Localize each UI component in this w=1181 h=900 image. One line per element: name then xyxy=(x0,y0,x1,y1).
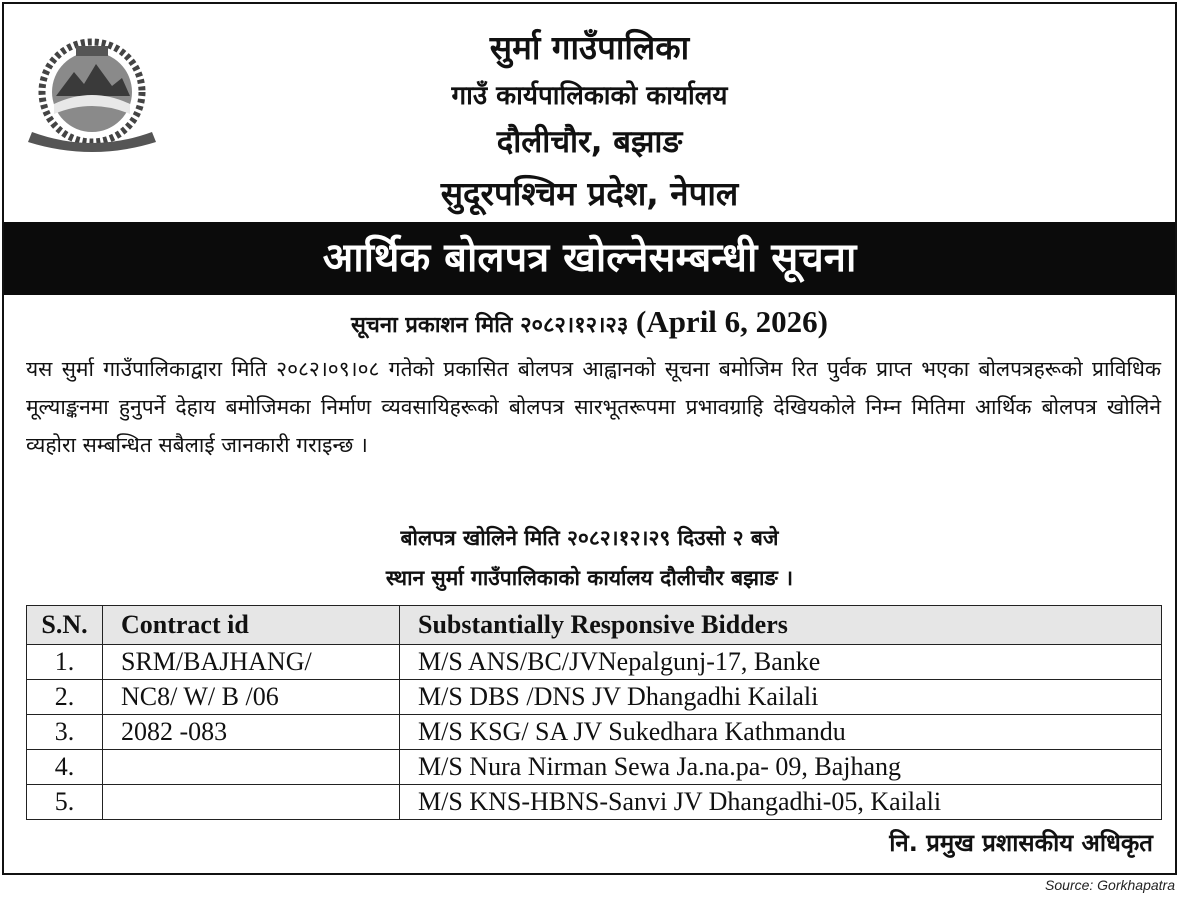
table-row xyxy=(27,680,1162,715)
row-sn: 5. xyxy=(27,785,103,820)
publication-date xyxy=(4,304,1175,340)
table-header-row xyxy=(27,606,1162,645)
row-bidder: M/S ANS/BC/JVNepalgunj-17, Banke xyxy=(400,645,1162,680)
row-sn: 1. xyxy=(27,645,103,680)
publication-date-english: (April 6, 2026) xyxy=(635,304,828,339)
table-row xyxy=(27,645,1162,680)
source-credit: Source: Gorkhapatra xyxy=(1045,877,1175,893)
row-sn: 4. xyxy=(27,750,103,785)
opening-date-line: बोलपत्र खोलिने मिति २०८२।१२।२९ दिउसो २ बजे xyxy=(400,526,779,550)
notice-paragraph: यस सुर्मा गाउँपालिकाद्वारा मिति २०८२।०९।०८ गतेको प्रकासित बोलपत्र आह्वानको सूचना बमोजिम रित पुर्वक प्राप्त भएका बोलपत्रहरूको प्राविधिक मूल्याङ्कनमा हुनुपर्ने देहाय बमोजिमका निर्माण व्यवसायिहरूको बोलपत्र सारभूतरूपमा प्रभावग्राहि देखियकोले निम्न मितिमा आर्थिक बोलपत्र खोलिने व्यहोरा सम्बन्धित सबैलाई जानकारी गराइन्छ । xyxy=(26,357,1161,457)
municipality-name: सुर्मा गाउँपालिका xyxy=(489,28,690,67)
row-bidder: M/S Nura Nirman Sewa Ja.na.pa- 09, Bajhang xyxy=(400,750,1162,785)
office-location: दौलीचौर, बझाङ xyxy=(496,124,683,160)
row-sn: 3. xyxy=(27,715,103,750)
row-bidder: M/S DBS /DNS JV Dhangadhi Kailali xyxy=(400,680,1162,715)
opening-place-line: स्थान सुर्मा गाउँपालिकाको कार्यालय दौलीचौर बझाङ । xyxy=(385,566,794,590)
signatory-title: नि. प्रमुख प्रशासकीय अधिकृत xyxy=(889,829,1153,857)
office-name: गाउँ कार्यपालिकाको कार्यालय xyxy=(451,81,728,111)
header-bidders: Substantially Responsive Bidders xyxy=(400,606,1162,645)
row-contract-id xyxy=(103,750,400,785)
province-country: सुदूरपश्चिम प्रदेश, नेपाल xyxy=(440,174,739,213)
header-contract-id: Contract id xyxy=(103,606,400,645)
row-sn: 2. xyxy=(27,680,103,715)
header-sn: S.N. xyxy=(27,606,103,645)
publication-date-label: सूचना प्रकाशन मिति २०८२।१२।२३ xyxy=(351,313,629,338)
table-row xyxy=(27,750,1162,785)
bidders-table xyxy=(26,605,1162,820)
table-row xyxy=(27,785,1162,820)
row-contract-id: 2082 -083 xyxy=(103,715,400,750)
row-contract-id xyxy=(103,785,400,820)
notice-title-banner: आर्थिक बोलपत्र खोल्नेसम्बन्धी सूचना xyxy=(4,222,1175,295)
row-bidder: M/S KSG/ SA JV Sukedhara Kathmandu xyxy=(400,715,1162,750)
table-row xyxy=(27,715,1162,750)
row-bidder: M/S KNS-HBNS-Sanvi JV Dhangadhi-05, Kailali xyxy=(400,785,1162,820)
notice-frame xyxy=(2,2,1177,875)
row-contract-id: NC8/ W/ B /06 xyxy=(103,680,400,715)
row-contract-id: SRM/BAJHANG/ xyxy=(103,645,400,680)
